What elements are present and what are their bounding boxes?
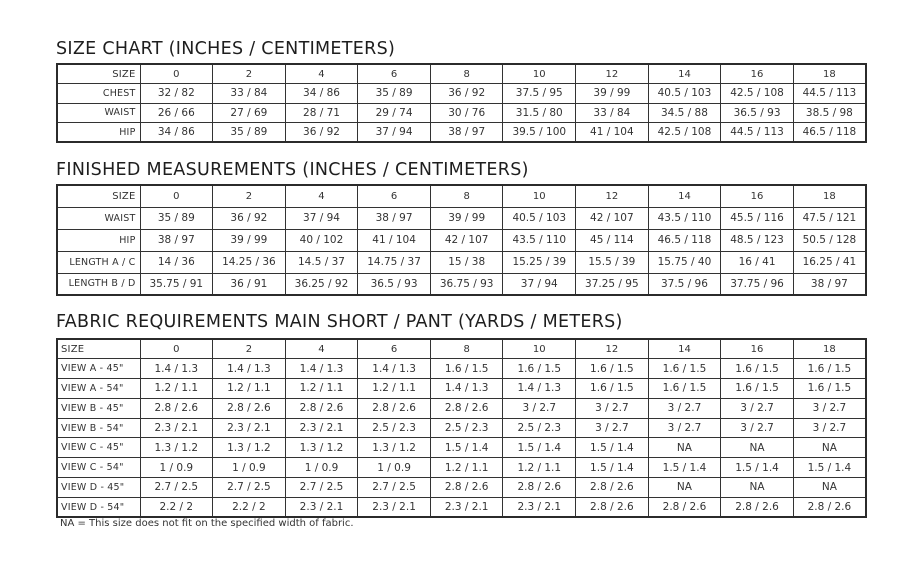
table-cell: 1.5 / 1.4 [430,438,503,458]
table-cell: 3 / 2.7 [793,418,866,438]
size-header-cell: 8 [430,185,503,207]
table-cell: 42 / 107 [430,229,503,251]
size-header-label: SIZE [57,185,140,207]
table-cell: 44.5 / 113 [793,84,866,104]
table-cell: 1 / 0.9 [358,458,431,478]
table-cell: 1.6 / 1.5 [503,359,576,379]
table-cell: 1.4 / 1.3 [213,359,286,379]
table-cell: 38 / 97 [793,273,866,295]
table-cell: 39 / 99 [213,229,286,251]
table-row [57,398,866,418]
table-cell: 41 / 104 [576,123,649,143]
table-cell: 34.5 / 88 [648,103,721,123]
size-header-row [57,185,866,207]
size-header-cell: 18 [793,64,866,84]
size-header-row [57,64,866,84]
table-cell: 3 / 2.7 [648,418,721,438]
table-cell: 1.6 / 1.5 [793,379,866,399]
table-cell: 40 / 102 [285,229,358,251]
table-cell: 1.6 / 1.5 [721,379,794,399]
na-footnote: NA = This size does not fit on the specified width of fabric. [60,518,354,529]
table-cell: 1.5 / 1.4 [793,458,866,478]
size-chart-title: SIZE CHART (INCHES / CENTIMETERS) [56,39,396,59]
table-cell: NA [793,478,866,498]
table-cell: NA [648,438,721,458]
table-cell: 48.5 / 123 [721,229,794,251]
table-cell: 2.8 / 2.6 [721,497,794,517]
table-cell: 2.7 / 2.5 [140,478,213,498]
table-cell: 2.5 / 2.3 [503,418,576,438]
table-cell: 2.7 / 2.5 [213,478,286,498]
table-cell: 3 / 2.7 [793,398,866,418]
table-cell: 43.5 / 110 [503,229,576,251]
table-cell: 50.5 / 128 [793,229,866,251]
size-header-cell: 12 [576,64,649,84]
table-cell: 31.5 / 80 [503,103,576,123]
row-label: LENGTH A / C [57,251,140,273]
row-label: CHEST [57,84,140,104]
table-cell: 1.5 / 1.4 [576,438,649,458]
table-cell: 1.6 / 1.5 [793,359,866,379]
finished-measurements-table [56,184,867,296]
fabric-requirements-title: FABRIC REQUIREMENTS MAIN SHORT / PANT (YARDS / METERS) [56,312,623,332]
size-header-cell: 18 [793,185,866,207]
table-cell: 35 / 89 [140,207,213,229]
size-header-cell: 2 [213,64,286,84]
table-cell: 34 / 86 [140,123,213,143]
table-cell: 16.25 / 41 [793,251,866,273]
table-cell: 40.5 / 103 [648,84,721,104]
table-cell: 1.2 / 1.1 [285,379,358,399]
table-cell: 38 / 97 [358,207,431,229]
table-row [57,229,866,251]
table-cell: 27 / 69 [213,103,286,123]
size-header-row [57,339,866,359]
table-cell: 15 / 38 [430,251,503,273]
row-label: VIEW D - 45" [57,478,140,498]
size-header-cell: 4 [285,339,358,359]
table-row [57,273,866,295]
table-cell: 37.5 / 96 [648,273,721,295]
table-cell: 2.8 / 2.6 [576,478,649,498]
size-header-cell: 0 [140,64,213,84]
table-cell: 2.8 / 2.6 [213,398,286,418]
table-cell: 39 / 99 [576,84,649,104]
finished-measurements-title: FINISHED MEASUREMENTS (INCHES / CENTIMETERS) [56,160,529,180]
table-cell: 34 / 86 [285,84,358,104]
table-cell: 1.2 / 1.1 [140,379,213,399]
table-cell: 3 / 2.7 [503,398,576,418]
table-cell: 29 / 74 [358,103,431,123]
size-header-label: SIZE [57,64,140,84]
table-cell: 2.3 / 2.1 [503,497,576,517]
table-cell: 1.5 / 1.4 [503,438,576,458]
table-cell: 1.6 / 1.5 [576,359,649,379]
table-cell: 2.3 / 2.1 [140,418,213,438]
size-header-cell: 4 [285,64,358,84]
row-label: VIEW B - 45" [57,398,140,418]
table-cell: 2.8 / 2.6 [648,497,721,517]
table-row [57,458,866,478]
table-cell: 2.8 / 2.6 [793,497,866,517]
size-header-cell: 16 [721,339,794,359]
table-cell: 40.5 / 103 [503,207,576,229]
table-cell: 1.5 / 1.4 [576,458,649,478]
table-cell: 1.6 / 1.5 [648,359,721,379]
size-header-cell: 0 [140,339,213,359]
size-header-cell: 18 [793,339,866,359]
table-cell: 1 / 0.9 [285,458,358,478]
table-cell: 1.6 / 1.5 [576,379,649,399]
table-cell: 35 / 89 [213,123,286,143]
size-header-cell: 8 [430,339,503,359]
size-header-cell: 8 [430,64,503,84]
table-cell: 2.8 / 2.6 [430,478,503,498]
table-cell: 1.5 / 1.4 [648,458,721,478]
size-header-cell: 14 [648,64,721,84]
row-label: HIP [57,123,140,143]
table-cell: 38 / 97 [430,123,503,143]
table-cell: 30 / 76 [430,103,503,123]
table-row [57,359,866,379]
size-header-cell: 16 [721,64,794,84]
size-header-cell: 12 [576,339,649,359]
table-cell: 36 / 91 [213,273,286,295]
table-cell: 46.5 / 118 [648,229,721,251]
table-cell: 16 / 41 [721,251,794,273]
table-cell: 1.4 / 1.3 [503,379,576,399]
row-label: VIEW C - 45" [57,438,140,458]
table-cell: 39 / 99 [430,207,503,229]
table-row [57,251,866,273]
size-header-cell: 2 [213,339,286,359]
size-header-cell: 4 [285,185,358,207]
table-cell: 15.5 / 39 [576,251,649,273]
table-row [57,103,866,123]
table-cell: 2.8 / 2.6 [503,478,576,498]
table-cell: 15.25 / 39 [503,251,576,273]
row-label: VIEW A - 45" [57,359,140,379]
table-cell: 39.5 / 100 [503,123,576,143]
table-cell: 1.3 / 1.2 [285,438,358,458]
table-cell: 1.2 / 1.1 [358,379,431,399]
table-cell: 2.3 / 2.1 [430,497,503,517]
size-header-cell: 6 [358,339,431,359]
size-header-cell: 6 [358,64,431,84]
table-cell: 37.25 / 95 [576,273,649,295]
table-row [57,84,866,104]
table-cell: 1.4 / 1.3 [285,359,358,379]
table-row [57,418,866,438]
table-cell: 14.5 / 37 [285,251,358,273]
table-row [57,207,866,229]
table-row [57,438,866,458]
table-cell: 38.5 / 98 [793,103,866,123]
table-cell: 2.3 / 2.1 [285,497,358,517]
table-cell: 2.5 / 2.3 [430,418,503,438]
table-cell: 36 / 92 [213,207,286,229]
table-cell: 36.5 / 93 [358,273,431,295]
table-cell: 1 / 0.9 [140,458,213,478]
table-row [57,123,866,143]
size-header-cell: 12 [576,185,649,207]
table-cell: NA [721,478,794,498]
row-label: HIP [57,229,140,251]
table-cell: 45 / 114 [576,229,649,251]
table-cell: 44.5 / 113 [721,123,794,143]
size-header-cell: 16 [721,185,794,207]
size-header-cell: 10 [503,64,576,84]
table-cell: 37 / 94 [503,273,576,295]
table-cell: 3 / 2.7 [648,398,721,418]
row-label: VIEW D - 54" [57,497,140,517]
table-cell: 42 / 107 [576,207,649,229]
table-cell: 14.25 / 36 [213,251,286,273]
table-cell: 1.6 / 1.5 [721,359,794,379]
table-cell: 46.5 / 118 [793,123,866,143]
row-label: WAIST [57,207,140,229]
table-cell: NA [721,438,794,458]
table-cell: 2.2 / 2 [213,497,286,517]
fabric-requirements-table [56,338,867,518]
row-label: VIEW C - 54" [57,458,140,478]
table-cell: 3 / 2.7 [576,398,649,418]
table-cell: 3 / 2.7 [721,398,794,418]
size-header-label: SIZE [57,339,140,359]
table-cell: 1.3 / 1.2 [358,438,431,458]
table-cell: 43.5 / 110 [648,207,721,229]
table-cell: 14 / 36 [140,251,213,273]
table-cell: 1.2 / 1.1 [430,458,503,478]
table-cell: 1.3 / 1.2 [140,438,213,458]
table-cell: 2.8 / 2.6 [285,398,358,418]
table-cell: 1.2 / 1.1 [213,379,286,399]
table-cell: 2.7 / 2.5 [285,478,358,498]
table-cell: 1.2 / 1.1 [503,458,576,478]
table-cell: 36.25 / 92 [285,273,358,295]
table-cell: 37 / 94 [285,207,358,229]
size-header-cell: 10 [503,185,576,207]
table-cell: 33 / 84 [213,84,286,104]
table-cell: 45.5 / 116 [721,207,794,229]
table-cell: 1.5 / 1.4 [721,458,794,478]
row-label: VIEW B - 54" [57,418,140,438]
table-cell: 1.4 / 1.3 [140,359,213,379]
table-row [57,379,866,399]
table-cell: 41 / 104 [358,229,431,251]
table-cell: 35.75 / 91 [140,273,213,295]
table-row [57,497,866,517]
table-cell: 2.3 / 2.1 [358,497,431,517]
size-header-cell: 2 [213,185,286,207]
table-cell: 28 / 71 [285,103,358,123]
table-cell: 1.3 / 1.2 [213,438,286,458]
table-cell: 36.5 / 93 [721,103,794,123]
table-cell: 2.3 / 2.1 [285,418,358,438]
row-label: LENGTH B / D [57,273,140,295]
table-cell: 14.75 / 37 [358,251,431,273]
table-cell: 37.5 / 95 [503,84,576,104]
table-cell: 2.5 / 2.3 [358,418,431,438]
table-cell: 26 / 66 [140,103,213,123]
row-label: WAIST [57,103,140,123]
table-cell: 1.6 / 1.5 [430,359,503,379]
size-header-cell: 14 [648,339,721,359]
table-cell: 3 / 2.7 [721,418,794,438]
table-cell: 42.5 / 108 [721,84,794,104]
table-row [57,478,866,498]
table-cell: 38 / 97 [140,229,213,251]
size-header-cell: 14 [648,185,721,207]
table-cell: 1.4 / 1.3 [358,359,431,379]
size-header-cell: 0 [140,185,213,207]
table-cell: 2.7 / 2.5 [358,478,431,498]
table-cell: 37 / 94 [358,123,431,143]
size-chart-table [56,63,867,143]
table-cell: 3 / 2.7 [576,418,649,438]
table-cell: 2.3 / 2.1 [213,418,286,438]
table-cell: 37.75 / 96 [721,273,794,295]
table-cell: 2.8 / 2.6 [576,497,649,517]
table-cell: 2.8 / 2.6 [430,398,503,418]
table-cell: 2.2 / 2 [140,497,213,517]
table-cell: 35 / 89 [358,84,431,104]
table-cell: 2.8 / 2.6 [358,398,431,418]
table-cell: 47.5 / 121 [793,207,866,229]
size-header-cell: 6 [358,185,431,207]
table-cell: 2.8 / 2.6 [140,398,213,418]
table-cell: 1.6 / 1.5 [648,379,721,399]
size-header-cell: 10 [503,339,576,359]
table-cell: 1.4 / 1.3 [430,379,503,399]
table-cell: 36 / 92 [285,123,358,143]
table-cell: 32 / 82 [140,84,213,104]
table-cell: NA [793,438,866,458]
row-label: VIEW A - 54" [57,379,140,399]
table-cell: 15.75 / 40 [648,251,721,273]
table-cell: 1 / 0.9 [213,458,286,478]
table-cell: NA [648,478,721,498]
table-cell: 42.5 / 108 [648,123,721,143]
table-cell: 33 / 84 [576,103,649,123]
table-cell: 36.75 / 93 [430,273,503,295]
table-cell: 36 / 92 [430,84,503,104]
